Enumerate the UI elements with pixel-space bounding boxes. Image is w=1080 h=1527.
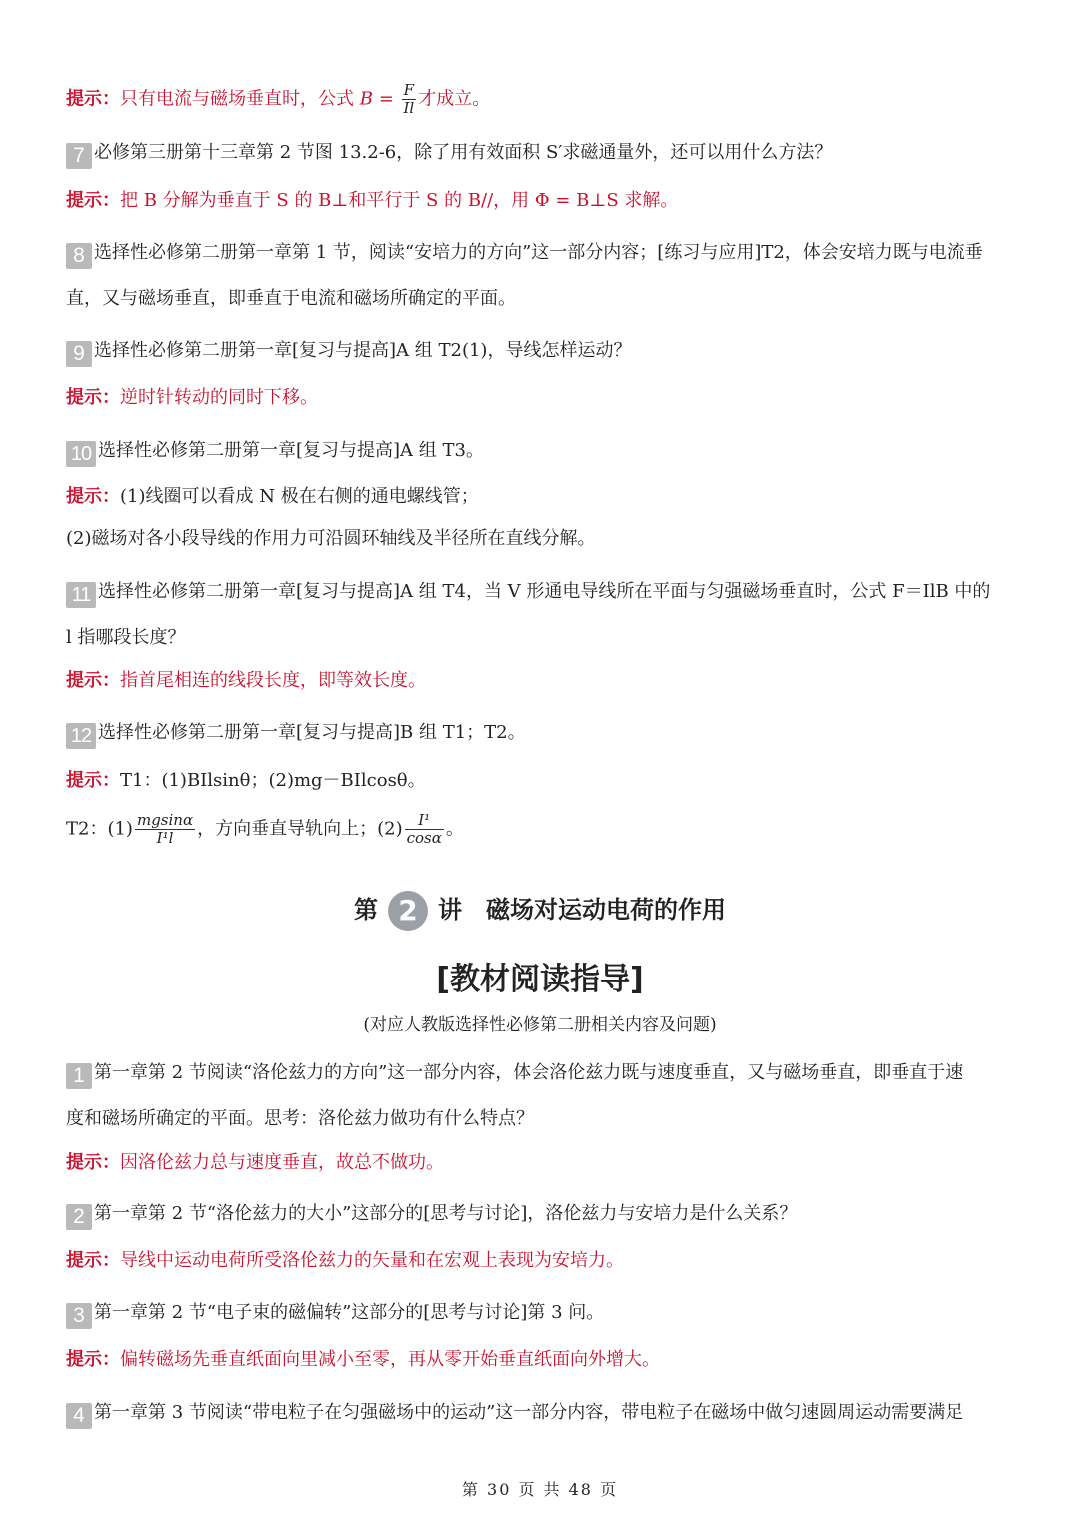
hint-text: (1)线圈可以看成 N 极在右侧的通电螺线管； xyxy=(120,486,479,507)
hint-label: 提示： xyxy=(66,88,120,110)
hint-line-10b xyxy=(66,526,1020,552)
fraction-numerator: F xyxy=(402,82,417,100)
hint-line-6 xyxy=(66,82,1020,117)
hint-text-post: 才成立。 xyxy=(418,88,491,110)
question-s2-3 xyxy=(66,1300,1020,1329)
section-title: [教材阅读指导] xyxy=(436,962,644,997)
lecture-number-badge: 2 xyxy=(388,891,428,931)
question-text: 第一章第 2 节“洛伦兹力的大小”这部分的[思考与讨论]，洛伦兹力与安培力是什么关系？ xyxy=(94,1203,798,1224)
fraction-numerator: I¹ xyxy=(405,812,444,830)
question-text: 选择性必修第二册第一章[复习与提高]A 组 T2(1)，导线怎样运动？ xyxy=(94,340,632,361)
hint-label: 提示： xyxy=(66,670,120,691)
hint-line-11 xyxy=(66,668,1020,694)
hint-line-12b xyxy=(66,812,1020,847)
question-text-line1: 选择性必修第二册第一章第 1 节，阅读“安培力的方向”这一部分内容；[练习与应用]T2，体会安培力既与电流垂 xyxy=(94,242,983,263)
question-text: 选择性必修第二册第一章[复习与提高]A 组 T3。 xyxy=(98,440,484,461)
question-10 xyxy=(66,438,1020,467)
hint-label: 提示： xyxy=(66,190,120,211)
hint-text-mid: ，方向垂直导轨向上；(2) xyxy=(197,818,403,840)
formula-fraction-2 xyxy=(405,812,444,847)
section-note: (对应人教版选择性必修第二册相关内容及问题) xyxy=(363,1015,717,1035)
hint-line-12 xyxy=(66,768,1020,794)
hint-text: 导线中运动电荷所受洛伦兹力的矢量和在宏观上表现为安培力。 xyxy=(120,1250,624,1271)
question-11 xyxy=(66,579,1020,608)
hint-text-pre: 只有电流与磁场垂直时，公式 xyxy=(120,88,360,110)
hint-text-post: 。 xyxy=(445,818,464,840)
hint-text: 偏转磁场先垂直纸面向里减小至零，再从零开始垂直纸面向外增大。 xyxy=(120,1349,660,1370)
question-number-badge: 11 xyxy=(66,582,96,608)
hint-s2-1 xyxy=(66,1150,1020,1176)
hint-text-pre: T2：(1) xyxy=(66,818,133,840)
hint-label: 提示： xyxy=(66,770,120,791)
page-footer: 第 30 页 共 48 页 xyxy=(461,1480,619,1499)
hint-label: 提示： xyxy=(66,1349,120,1370)
fraction-numerator: mgsinα xyxy=(136,811,194,829)
hint-text: 逆时针转动的同时下移。 xyxy=(120,387,318,408)
hint-line-10a xyxy=(66,484,1020,510)
question-number-badge: 10 xyxy=(66,441,96,467)
question-text-line2: 直，又与磁场垂直，即垂直于电流和磁场所确定的平面。 xyxy=(66,288,516,309)
hint-text: 因洛伦兹力总与速度垂直，故总不做功。 xyxy=(120,1152,444,1173)
formula-fraction xyxy=(402,82,417,117)
formula-fraction-1 xyxy=(135,812,195,847)
question-s2-2 xyxy=(66,1201,1020,1230)
hint-label: 提示： xyxy=(66,1152,120,1173)
question-number-badge: 2 xyxy=(66,1204,92,1230)
hint-label: 提示： xyxy=(66,486,120,507)
question-s2-1 xyxy=(66,1060,1020,1089)
question-text: 第一章第 3 节阅读“带电粒子在匀强磁场中的运动”这一部分内容，带电粒子在磁场中做匀速圆周运动需要满足 xyxy=(94,1402,964,1423)
question-text: 选择性必修第二册第一章[复习与提高]B 组 T1；T2。 xyxy=(98,722,526,743)
hint-text: (2)磁场对各小段导线的作用力可沿圆环轴线及半径所在直线分解。 xyxy=(66,528,596,549)
formula-eq: = xyxy=(372,88,400,110)
question-number-badge: 3 xyxy=(66,1303,92,1329)
question-text-line1: 选择性必修第二册第一章[复习与提高]A 组 T4，当 V 形通电导线所在平面与匀强磁场垂直时，公式 F＝IlB 中的 xyxy=(98,581,991,602)
question-number-badge: 12 xyxy=(66,723,96,749)
lecture-title: 讲 磁场对运动电荷的作用 xyxy=(438,896,726,924)
hint-text: T1：(1)BIlsinθ；(2)mg－BIlcosθ。 xyxy=(120,770,426,791)
hint-text: 把 B 分解为垂直于 S 的 B⊥和平行于 S 的 B//，用 Φ = B⊥S 求解。 xyxy=(120,190,679,211)
formula-var: B xyxy=(359,88,373,110)
question-11-cont xyxy=(66,625,1020,651)
hint-s2-2 xyxy=(66,1248,1020,1274)
hint-line-7 xyxy=(66,188,1020,214)
hint-label: 提示： xyxy=(66,387,120,408)
question-8-cont xyxy=(66,286,1020,312)
question-number-badge: 4 xyxy=(66,1403,92,1429)
hint-s2-3 xyxy=(66,1347,1020,1373)
question-number-badge: 1 xyxy=(66,1063,92,1089)
question-number-badge: 8 xyxy=(66,243,92,269)
question-7 xyxy=(66,140,1020,169)
hint-line-9 xyxy=(66,385,1020,411)
question-number-badge: 9 xyxy=(66,341,92,367)
question-text-line2: l 指哪段长度？ xyxy=(66,627,186,648)
hint-label: 提示： xyxy=(66,1250,120,1271)
question-9 xyxy=(66,338,1020,367)
question-text: 第一章第 2 节“电子束的磁偏转”这部分的[思考与讨论]第 3 问。 xyxy=(94,1302,605,1323)
question-12 xyxy=(66,720,1020,749)
question-s2-4 xyxy=(66,1400,1020,1429)
question-text-line2: 度和磁场所确定的平面。思考：洛伦兹力做功有什么特点？ xyxy=(66,1108,534,1129)
question-text: 必修第三册第十三章第 2 节图 13.2-6，除了用有效面积 S′求磁通量外，还可以用什么方法？ xyxy=(94,142,833,163)
question-number-badge: 7 xyxy=(66,143,92,169)
lecture-heading xyxy=(0,890,1080,931)
fraction-denominator: I¹l xyxy=(156,829,174,847)
fraction-denominator: Il xyxy=(403,99,415,117)
question-text-line1: 第一章第 2 节阅读“洛伦兹力的方向”这一部分内容，体会洛伦兹力既与速度垂直，又与磁场垂直，即垂直于速 xyxy=(94,1062,964,1083)
question-8 xyxy=(66,240,1020,269)
fraction-denominator: cosα xyxy=(406,829,442,847)
question-s2-1-cont xyxy=(66,1106,1020,1132)
lecture-prefix: 第 xyxy=(354,896,378,924)
hint-text: 指首尾相连的线段长度，即等效长度。 xyxy=(120,670,426,691)
